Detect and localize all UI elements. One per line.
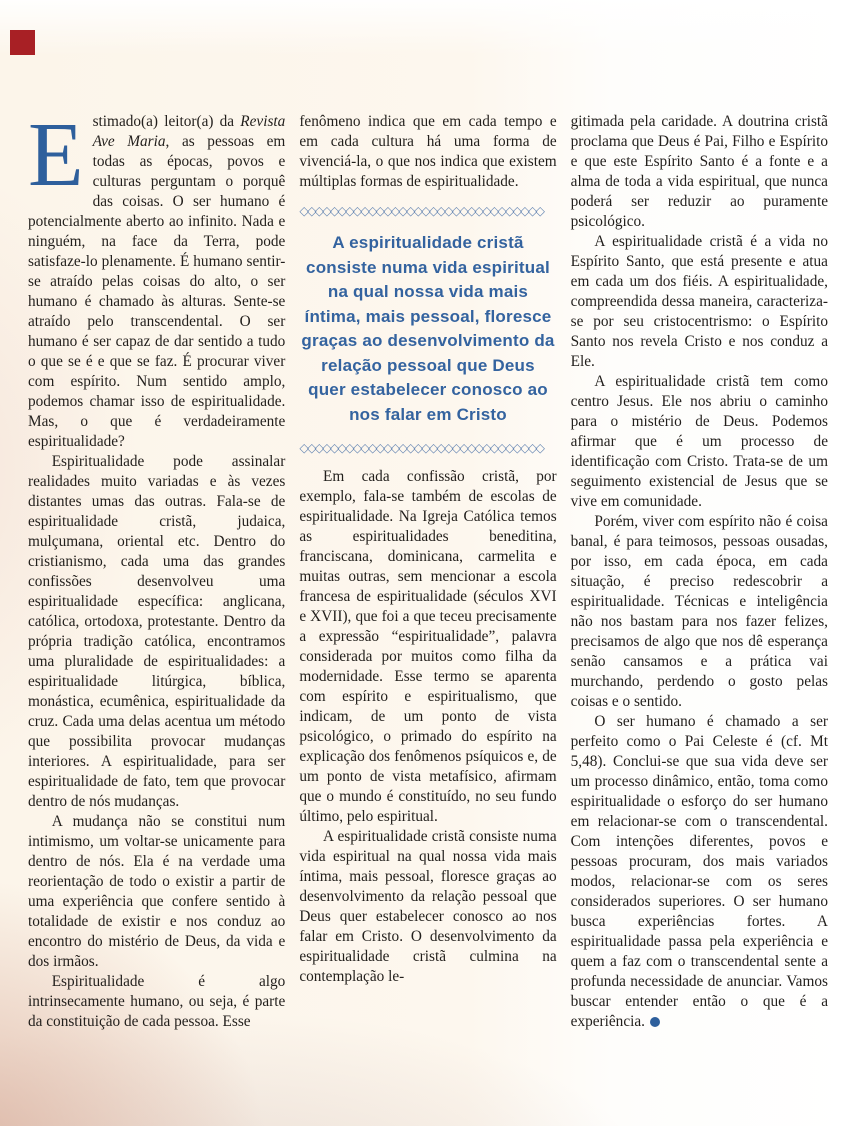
red-accent-square xyxy=(10,30,35,55)
pull-quote-text: A espiritualidade cristã consiste numa vida espiritual na qual nossa vida mais íntima, mais pessoal, floresce graças ao desenvolvimento da relação pessoal que Deus quer estabelecer conosco ao nos falar em Cristo xyxy=(301,233,555,424)
paragraph-last xyxy=(571,712,828,1032)
paragraph: A mudança não se constitui num intimismo, um voltar-se unicamente para dentro de nós. Ela é na verdade uma reorientação de todo o existir a partir de uma experiência que confere sentido à totalidade de existir e nos conduz ao encontro do mistério de Deus, da vida e dos irmãos. xyxy=(28,813,286,970)
paragraph: Em cada confissão cristã, por exemplo, fala-se também de escolas de espiritualidade. Na Igreja Católica temos as espiritualidades beneditina, franciscana, dominicana, carmelita e muitas outras, sem mencionar a escola francesa de espiritualidade (séculos XVI e XVII), que foi a que teceu precisamente a expressão “espiritualidade”, palavra considerada por muitos como filha da modernidade. Esse termo se aparenta com espírito e espiritualismo, que indicam, de um ponto de vista psicológico, o primado do espírito na explicação dos fenômenos psíquicos e, de um ponto de vista metafísico, afirmam que o mundo é constituído, no seu fundo último, pelo espiritual. xyxy=(299,468,557,825)
paragraph-intro xyxy=(28,104,286,452)
article-body xyxy=(28,104,828,1032)
end-of-article-dot xyxy=(650,1017,660,1027)
paragraph: fenômeno indica que em cada tempo e em cada cultura há uma forma de vivenciá-la, o que nos indica que existem múltiplas formas de espiritualidade. xyxy=(299,113,557,190)
diamond-divider-top: ◇◇◇◇◇◇◇◇◇◇◇◇◇◇◇◇◇◇◇◇◇◇◇◇◇◇◇◇◇◇◇◇ xyxy=(299,205,543,218)
magazine-title-text: Revista Ave Maria xyxy=(92,113,286,150)
paragraph: Porém, viver com espírito não é coisa banal, é para teimosos, pessoas ousadas, por isso, em cada época, em cada situação, é preciso redescobrir a espiritualidade. Técnicas e inteligência não nos bastam para nos fazer felizes, precisamos de algo que nos dê esperança senão cansamos e a prática vai murchando, perdendo o gosto pelas coisas e o sentido. xyxy=(570,513,828,710)
intro-lead-text: stimado(a) leitor(a) da xyxy=(92,113,241,130)
closing-text: O ser humano é chamado a ser perfeito como o Pai Celeste é (cf. Mt 5,48). Conclui-se que sua vida deve ser um processo dinâmico, então, toma como espiritualidade o esforço do ser humano em relacionar-se com o transcendental. Com intenções diferentes, povos e pessoas procuram, dos mais variados modos, relacionar-se com os seres considerados superiores. O ser humano busca experiências fortes. A espiritualidade passa pela experiência e quem a faz com o transcendental sente a profunda necessidade de anunciar. Vamos buscar entender então o que é a experiência. xyxy=(570,713,828,1030)
column-1 xyxy=(28,104,286,1032)
intro-rest-text: , as pessoas em todas as épocas, povos e culturas perguntam o porquê das coisas. O ser humano é potencialmente aberto ao infinito. Nada e ninguém, na face da Terra, pode satisfaze-lo plenamente. É humano sentir-se atraído pelas coisas do alto, o ser humano é chamado às alturas. Sente-se atraído pelo transcendental. O ser humano é ser capaz de dar sentido a tudo o que se é e que se faz. É procurar viver com espírito. Num sentido amplo, podemos chamar isso de espiritualidade. Mas, o que é verdadeiramente espiritualidade? xyxy=(28,133,286,450)
paragraph: A espiritualidade cristã é a vida no Espírito Santo, que está presente e atua em cada um dos fiéis. A espiritualidade, compreendida dessa maneira, caracteriza-se por seu cristocentrismo: o Espírito Santo nos revela Cristo e nos conduz a Ele. xyxy=(570,233,828,370)
paragraph: A espiritualidade cristã consiste numa vida espiritual na qual nossa vida mais íntima, mais pessoal, floresce graças ao desenvolvimento da relação pessoal que Deus quer estabelecer conosco ao nos falar em Cristo. O desenvolvimento da espiritualidade cristã culmina na contemplação le- xyxy=(299,828,557,985)
drop-cap: E xyxy=(28,104,84,205)
paragraph: Espiritualidade é algo intrinsecamente humano, ou seja, é parte da constituição de cada pessoa. Esse xyxy=(28,973,286,1030)
column-3 xyxy=(571,112,828,1032)
diamond-divider-bottom: ◇◇◇◇◇◇◇◇◇◇◇◇◇◇◇◇◇◇◇◇◇◇◇◇◇◇◇◇◇◇◇◇ xyxy=(299,442,543,455)
pull-quote-block xyxy=(299,231,556,427)
paragraph: Espiritualidade pode assinalar realidades muito variadas e às vezes distantes umas das outras. Fala-se de espiritualidade cristã, judaica, mulçumana, oriental etc. Dentro do cristianismo, cada uma das grandes confissões desenvolveu uma espiritualidade específica: anglicana, católica, ortodoxa, protestante. Dentro da própria tradição católica, encontramos uma pluralidade de espiritualidades: a espiritualidade litúrgica, bíblica, monástica, ecumênica, espiritualidade da cruz. Cada uma delas acentua um método que possibilita provocar mudanças interiores. A espiritualidade, para ser espiritualidade de fato, tem que provocar dentro de nós mudanças. xyxy=(28,453,286,810)
column-2 xyxy=(299,112,556,1032)
paragraph: gitimada pela caridade. A doutrina cristã proclama que Deus é Pai, Filho e Espírito e que este Espírito Santo é a fonte e a alma de toda a vida espiritual, que nunca poderá ser reduzir ao puramente psicológico. xyxy=(570,113,828,230)
paragraph: A espiritualidade cristã tem como centro Jesus. Ele nos abriu o caminho para o mistério de Deus. Podemos afirmar que é um processo de identificação com Cristo. Trata-se de um seguimento existencial de Jesus que se vive em comunidade. xyxy=(570,373,828,510)
